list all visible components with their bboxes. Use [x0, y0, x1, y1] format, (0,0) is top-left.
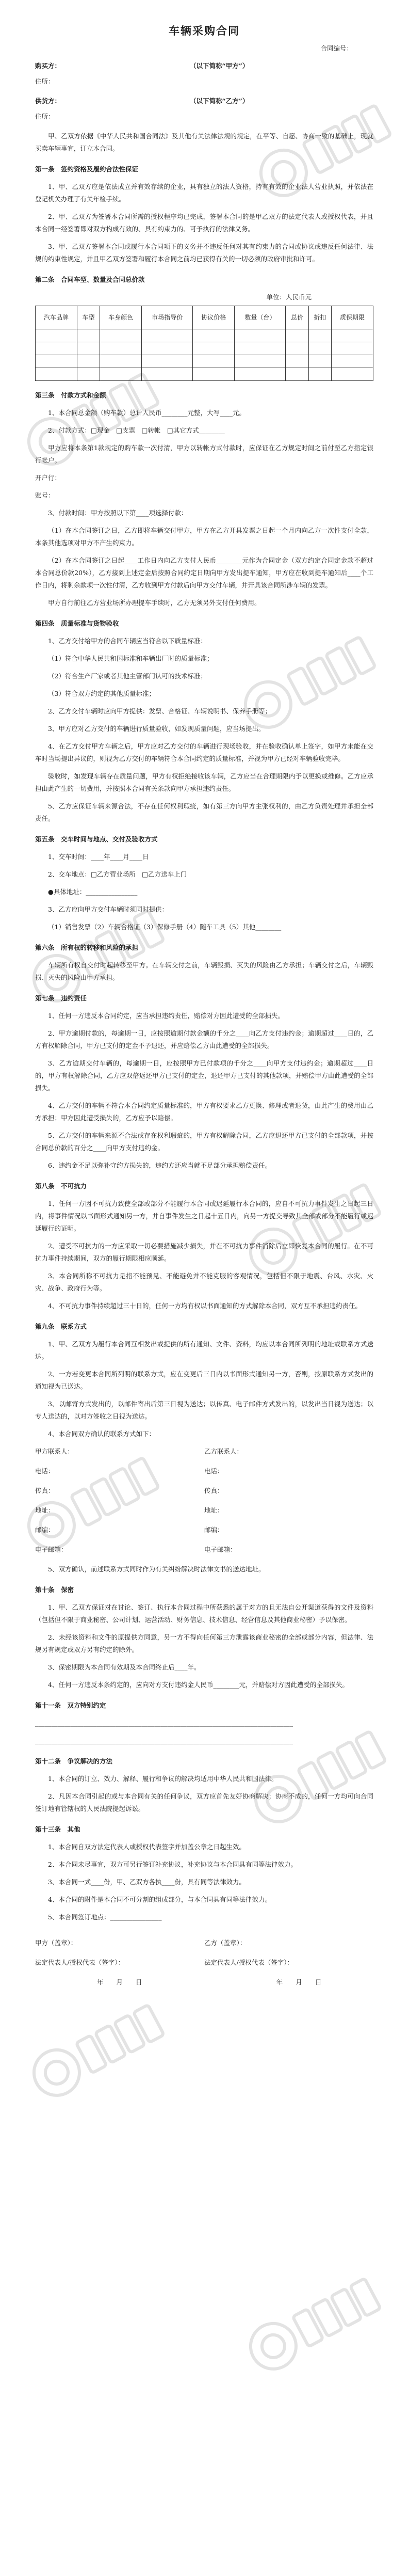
- currency-unit: 单位：人民币元: [266, 293, 312, 301]
- article-12-p1: 1、本合同的订立、效力、解释、履行和争议的解决均适用中华人民共和国法律。: [48, 1775, 278, 1783]
- article-4-p8: 验收时，如发现车辆存在质量问题，甲方有权拒绝接收该车辆，乙方应当在合理期限内予以更换或维修。乙方应承担由此产生的一切费用，并按照本合同有关条款向甲方承担违约责任。: [35, 772, 373, 792]
- buyer-contact-field: 甲方联系人：: [35, 1448, 74, 1455]
- table-cell[interactable]: [36, 368, 77, 381]
- article-3-p2: 2、付款方式：□现金 □支票 □转帐 □其它方式________: [48, 426, 225, 434]
- table-cell[interactable]: [36, 342, 77, 355]
- article-3-p8: （2）在本合同签订之日起____工作日内向乙方支付人民币________元作为合同定金（双方约定合同定金款不超过本合同总价款20%），乙方接到上述定金后按照合同约定日期向甲方发出提车通知，甲方应在收到提车通知后____个工作日内，将剩余款项一次性付清，乙方收到甲方付款后向甲方交付车辆，并开具该合同所涉车辆的发票。: [35, 556, 373, 589]
- article-12-p2: 2、凡因本合同引起的或与本合同有关的任何争议，双方应首先友好协商解决；协商不成的，任何一方均可向合同签订地有管辖权的人民法院提起诉讼。: [35, 1792, 373, 1812]
- contact-row: [35, 1485, 373, 1497]
- vehicle-table-header: [36, 306, 373, 329]
- contract-number: 合同编号：: [320, 44, 353, 52]
- table-cell[interactable]: [193, 329, 235, 342]
- contact-row: [35, 1465, 373, 1477]
- buyer-line: [35, 60, 373, 72]
- article-6-p1: 车辆所有权自交付时起转移至甲方。在车辆交付之前，车辆毁损、灭失的风险由乙方承担；车辆交付之后，车辆毁损、灭失的风险由甲方承担。: [35, 961, 373, 981]
- article-3-p3: 甲方应将本条第1款规定的购车款一次付清，甲方以转帐方式付款时，应保证在乙方规定时间之前付至乙方指定银行帐户。: [35, 444, 373, 464]
- article-7-p4: 4、乙方交付的车辆不符合本合同约定质量标准的，甲方有权要求乙方更换、修理或者退货，由此产生的费用由乙方承担；甲方因此遭受损失的，乙方应予以赔偿。: [35, 1102, 373, 1122]
- article-5-p1: 1、交车时间：____年____月____日: [48, 853, 149, 861]
- article-9-p5: 5、双方确认，前述联系方式同时作为有关纠纷解决时法律文书的送达地址。: [48, 1565, 265, 1573]
- vehicle-table-header-cell: 汽车品牌: [36, 306, 77, 329]
- article-10-p3: 3、保密期限为本合同有效期及本合同终止后____年。: [48, 1663, 201, 1671]
- table-row: [36, 355, 373, 368]
- vehicle-table: [35, 306, 373, 381]
- signature-dates: [35, 1976, 373, 1989]
- watermark-logo-icon: [232, 2277, 392, 2375]
- article-13-title: 第十三条 其他: [35, 1825, 80, 1833]
- article-9-p1: 1、甲、乙双方为履行本合同互相发出或提供的所有通知、文件、资料，均应以本合同所列明的地址或联系方式送达。: [35, 1340, 373, 1360]
- table-cell[interactable]: [36, 355, 77, 368]
- seller-address: 住所：: [35, 113, 55, 120]
- contact-row: [35, 1504, 373, 1517]
- article-4-p3: （2）符合生产厂家或者其他主管部门认可的技术标准；: [48, 672, 207, 680]
- table-cell[interactable]: [286, 342, 308, 355]
- bank-account: 账号：: [35, 491, 55, 499]
- bank-name: 开户行：: [35, 474, 61, 482]
- contact-row: [35, 1544, 373, 1556]
- table-cell[interactable]: [235, 355, 286, 368]
- table-cell[interactable]: [332, 368, 373, 381]
- article-10-p4: 4、任何一方违反本条约定的，应向对方支付违约金人民币________元，并赔偿对方因此遭受的全部损失。: [48, 1681, 349, 1689]
- buyer-contact-field: 传真：: [35, 1487, 55, 1494]
- buyer-contact-field: 电话：: [35, 1467, 55, 1475]
- table-row: [36, 368, 373, 381]
- vehicle-table-header-cell: 车身颜色: [100, 306, 142, 329]
- seller-representative: 法定代表人/授权代表（签字）：: [204, 1959, 293, 1966]
- article-8-title: 第八条 不可抗力: [35, 1182, 87, 1190]
- article-4-p4: （3）符合双方约定的其他质量标准；: [48, 690, 155, 697]
- article-7-p3: 3、乙方逾期交付车辆的，每逾期一日，应按照甲方已付款项的千分之____向甲方支付违约金；逾期超过____日的，甲方有权解除合同，乙方应双倍返还甲方已支付的定金，退还甲方已支付的其他款项，并赔偿甲方由此遭受的全部损失。: [35, 1059, 373, 1092]
- article-4-title: 第四条 质量标准与货物验收: [35, 619, 119, 627]
- article-5-p5: （1）销售发票（2）车辆合格证（3）保修手册（4）随车工具（5）其他________: [48, 923, 282, 931]
- special-terms-line-1: ________________________________________________________________________________: [35, 1719, 293, 1727]
- seller-contact-field: 传真：: [204, 1487, 224, 1494]
- table-cell[interactable]: [332, 329, 373, 342]
- contract-document: [35, 25, 373, 1996]
- buyer-contact-field: 地址：: [35, 1506, 55, 1514]
- article-9-p3: 3、以邮寄方式发出的，以邮件寄出后第三日视为送达；以传真、电子邮件方式发出的，以发出当日视为送达；以专人送达的，以对方签收之日视为送达。: [35, 1400, 373, 1420]
- article-4-p9: 5、乙方应保证车辆来源合法，不存在任何权利瑕疵，如有第三方向甲方主张权利的，由乙方负责处理并承担全部责任。: [35, 802, 373, 822]
- table-cell[interactable]: [308, 329, 331, 342]
- table-cell[interactable]: [235, 342, 286, 355]
- vehicle-table-header-cell: 折扣: [308, 306, 331, 329]
- article-4-p6: 3、甲方应对乙方交付的车辆进行质量验收，如发现质量问题，应当场提出。: [48, 725, 265, 733]
- article-10-p2: 2、未经该资料和文件的原提供方同意，另一方不得向任何第三方泄露该商业秘密的全部或部分内容，但法律、法规另有规定或双方另有约定的除外。: [35, 1633, 373, 1653]
- article-8-p4: 4、不可抗力事件持续超过三十日的，任何一方均有权以书面通知的方式解除本合同，双方互不承担违约责任。: [48, 1302, 362, 1310]
- buyer-short: （以下简称“甲方”）: [190, 62, 249, 70]
- contract-title: 车辆采购合同: [169, 24, 240, 37]
- article-4-p5: 2、乙方交付车辆时应向甲方提供：发票、合格证、车辆说明书、保养手册等；: [48, 707, 271, 715]
- article-3-p9: 甲方自行前往乙方营业场所办理提车手续时，乙方无须另外支付任何费用。: [48, 599, 261, 607]
- article-10-title: 第十条 保密: [35, 1586, 74, 1594]
- article-1-p2: 2、甲、乙双方为签署本合同所需的授权程序均已完成，签署本合同的是甲乙双方的法定代表人或授权代表，并且本合同一经签署即对双方构成有效的、具有约束力的、可予执行的法律义务。: [35, 213, 373, 233]
- article-9-title: 第九条 联系方式: [35, 1323, 87, 1330]
- contact-row: [35, 1445, 373, 1458]
- table-cell[interactable]: [100, 368, 142, 381]
- table-cell[interactable]: [235, 329, 286, 342]
- table-cell[interactable]: [77, 368, 100, 381]
- vehicle-table-body: [36, 329, 373, 381]
- table-cell[interactable]: [142, 368, 193, 381]
- seller-sign-date: 年 月 日: [276, 1978, 322, 1986]
- table-cell[interactable]: [332, 355, 373, 368]
- signature-reps: [35, 1957, 373, 1969]
- article-11-title: 第十一条 双方特别约定: [35, 1702, 106, 1709]
- vehicle-table-header-cell: 数量（台）: [235, 306, 286, 329]
- buyer-sign-date: 年 月 日: [97, 1978, 142, 1986]
- article-6-title: 第六条 所有权的转移和风险的承担: [35, 944, 139, 951]
- special-terms-line-2: ________________________________________________________________________________: [35, 1737, 293, 1744]
- table-cell[interactable]: [100, 329, 142, 342]
- buyer-label: 购买方：: [35, 62, 61, 70]
- article-5-title: 第五条 交车时间与地点、交付及验收方式: [35, 835, 158, 843]
- table-cell[interactable]: [308, 368, 331, 381]
- contact-row: [35, 1524, 373, 1536]
- table-cell[interactable]: [308, 342, 331, 355]
- article-13-p5: 5、本合同签订地点：________________: [48, 1913, 162, 1921]
- seller-contact-field: 乙方联系人：: [204, 1448, 243, 1455]
- table-cell[interactable]: [286, 368, 308, 381]
- article-1-p1: 1、甲、乙双方应是依法成立并有效存续的企业，具有独立的法人资格，持有有效的企业法人营业执照，并依法在登记机关办理了有关年检手续。: [35, 183, 373, 203]
- table-cell[interactable]: [142, 342, 193, 355]
- watermark-logo-icon: [15, 2003, 175, 2101]
- article-13-p1: 1、本合同自双方法定代表人或授权代表签字并加盖公章之日起生效。: [48, 1843, 246, 1851]
- article-4-p7: 4、在乙方交付甲方车辆之后，甲方应对乙方交付的车辆进行现场验收，并在验收确认单上签字，如甲方未能在交车时当场提出异议的，则视为乙方交付的车辆符合本合同约定的质量标准，并视为甲方已经对车辆验收完毕。: [35, 742, 373, 762]
- article-13-p2: 2、本合同未尽事宜，双方可另行签订补充协议，补充协议与本合同具有同等法律效力。: [48, 1861, 297, 1868]
- table-cell[interactable]: [193, 368, 235, 381]
- vehicle-table-header-cell: 协议价格: [193, 306, 235, 329]
- table-cell[interactable]: [100, 355, 142, 368]
- article-8-p2: 2、遭受不可抗力的一方应采取一切必要措施减少损失，并在不可抗力事件消除后立即恢复本合同的履行。在不可抗力事件持续期间，双方的履行期限相应顺延。: [35, 1242, 373, 1262]
- table-cell[interactable]: [36, 329, 77, 342]
- buyer-address: 住所：: [35, 77, 55, 85]
- table-cell[interactable]: [235, 368, 286, 381]
- table-row: [36, 342, 373, 355]
- table-cell[interactable]: [77, 342, 100, 355]
- article-3-p6: 3、付款时间：甲方按照以下第____项选择付款：: [48, 509, 188, 517]
- table-row: [36, 329, 373, 342]
- seller-short: （以下简称“乙方”）: [190, 97, 249, 105]
- seller-label: 供货方：: [35, 97, 61, 105]
- seller-line: [35, 95, 373, 107]
- article-10-p1: 1、甲、乙双方保证对在讨论、签订、执行本合同过程中所获悉的属于对方的且无法自公开渠道获得的文件及资料（包括但不限于商业秘密、公司计划、运营活动、财务信息、技术信息、经营信息及其他商业秘密）予以保密。: [35, 1603, 373, 1624]
- article-13-p4: 4、本合同的附件是本合同不可分割的组成部分，与本合同具有同等法律效力。: [48, 1896, 271, 1903]
- table-cell[interactable]: [193, 355, 235, 368]
- buyer-contact-field: 电子邮箱：: [35, 1546, 68, 1553]
- table-cell[interactable]: [142, 355, 193, 368]
- seller-contact-field: 电话：: [204, 1467, 224, 1475]
- article-3-p1: 1、本合同总金额（购车款）总计人民币________元整，大写____元。: [48, 409, 246, 417]
- article-5-p4: 3、乙方应向甲方交付车辆时须同时提供：: [48, 905, 168, 913]
- article-1-p3: 3、甲、乙双方签署本合同或履行本合同项下的义务并不违反任何对其有约束力的合同或协议或违反任何法律、法规的约束性规定，并且甲乙双方签署和履行本合同之前均已获得有关的一切必须的政府审批和许可。: [35, 243, 373, 263]
- article-1-title: 第一条 签约资格及履约合法性保证: [35, 165, 139, 173]
- table-cell[interactable]: [286, 329, 308, 342]
- vehicle-table-header-cell: 总价: [286, 306, 308, 329]
- article-7-p5: 5、乙方交付的车辆来源不合法或存在权利瑕疵的，甲方有权解除合同，乙方应退还甲方已支付的全部款项，并按合同总价款的百分之____向甲方支付违约金。: [35, 1132, 373, 1152]
- seller-contact-field: 地址：: [204, 1506, 224, 1514]
- article-4-p1: 1、乙方交付给甲方的合同车辆应当符合以下质量标准：: [48, 637, 207, 645]
- seller-contact-field: 电子邮箱：: [204, 1546, 237, 1553]
- article-7-p6: 6、违约金不足以弥补守约方损失的，违约方还应当就不足部分承担赔偿责任。: [48, 1162, 271, 1169]
- table-cell[interactable]: [142, 329, 193, 342]
- vehicle-table-header-cell: 车型: [77, 306, 100, 329]
- article-3-title: 第三条 付款方式和金额: [35, 391, 106, 399]
- table-cell[interactable]: [77, 329, 100, 342]
- article-5-p2: 2、交车地点：□乙方营业场所 □乙方送车上门: [48, 870, 187, 878]
- vehicle-table-header-cell: 质保期限: [332, 306, 373, 329]
- seller-seal: 乙方（盖章）：: [204, 1939, 247, 1947]
- article-8-p3: 3、本合同所称不可抗力是指不能预见、不能避免并不能克服的客观情况，包括但不限于地震、台风、水灾、火灾、战争、政府行为等。: [35, 1272, 373, 1292]
- article-7-p2: 2、甲方逾期付款的，每逾期一日，应按照逾期付款金额的千分之____向乙方支付违约金；逾期超过____日的，乙方有权解除合同，甲方已支付的定金不予退还，并应赔偿乙方由此遭受的全部损失。: [35, 1029, 373, 1050]
- article-9-p4: 4、本合同双方确认的联系方式如下：: [48, 1430, 155, 1438]
- buyer-representative: 法定代表人/授权代表（签字）：: [35, 1959, 124, 1966]
- vehicle-table-header-cell: 市场指导价: [142, 306, 193, 329]
- contact-fields: [35, 1445, 373, 1556]
- article-12-title: 第十二条 争议解决的方法: [35, 1757, 113, 1765]
- article-4-p2: （1）符合中华人民共和国标准和车辆出厂时的质量标准；: [48, 655, 214, 662]
- table-cell[interactable]: [308, 355, 331, 368]
- table-cell[interactable]: [193, 342, 235, 355]
- table-cell[interactable]: [286, 355, 308, 368]
- table-cell[interactable]: [332, 342, 373, 355]
- article-5-p3: ●具体地址：________________: [48, 888, 138, 896]
- table-cell[interactable]: [77, 355, 100, 368]
- article-13-p3: 3、本合同一式____份，甲、乙双方各执____份，具有同等法律效力。: [48, 1878, 246, 1886]
- buyer-contact-field: 邮编：: [35, 1526, 55, 1534]
- signature-parties: [35, 1937, 373, 1949]
- article-2-title: 第二条 合同车型、数量及合同总价款: [35, 276, 145, 283]
- article-3-p7: （1）在本合同签订之日，乙方即将车辆交付甲方，甲方在乙方开具发票之日起一个月内向乙方一次性支付全款，本条其他选项对甲方不产生约束力。: [35, 527, 373, 547]
- article-8-p1: 1、任何一方因不可抗力致使全部或部分不能履行本合同或迟延履行本合同的，应自不可抗力事件发生之日起三日内，将事件情况以书面形式通知另一方，并自事件发生之日起十五日内，向另一方提交导致其全部或部分不能履行或迟延履行的证明。: [35, 1200, 373, 1232]
- article-7-p1: 1、任何一方违反本合同约定，应当承担违约责任，赔偿对方因此遭受的全部损失。: [48, 1012, 284, 1020]
- seller-contact-field: 邮编：: [204, 1526, 224, 1534]
- article-9-p2: 2、一方若变更本合同所列明的联系方式，应在变更后三日内以书面形式通知另一方，否则，按原联系方式发出的通知视为已送达。: [35, 1370, 373, 1390]
- intro-paragraph: 甲、乙双方依据《中华人民共和国合同法》及其他有关法律法规的规定，在平等、自愿、协商一致的基础上，现就买卖车辆事宜，订立本合同。: [35, 132, 373, 152]
- buyer-seal: 甲方（盖章）：: [35, 1939, 77, 1947]
- table-cell[interactable]: [100, 342, 142, 355]
- article-7-title: 第七条 违约责任: [35, 994, 87, 1002]
